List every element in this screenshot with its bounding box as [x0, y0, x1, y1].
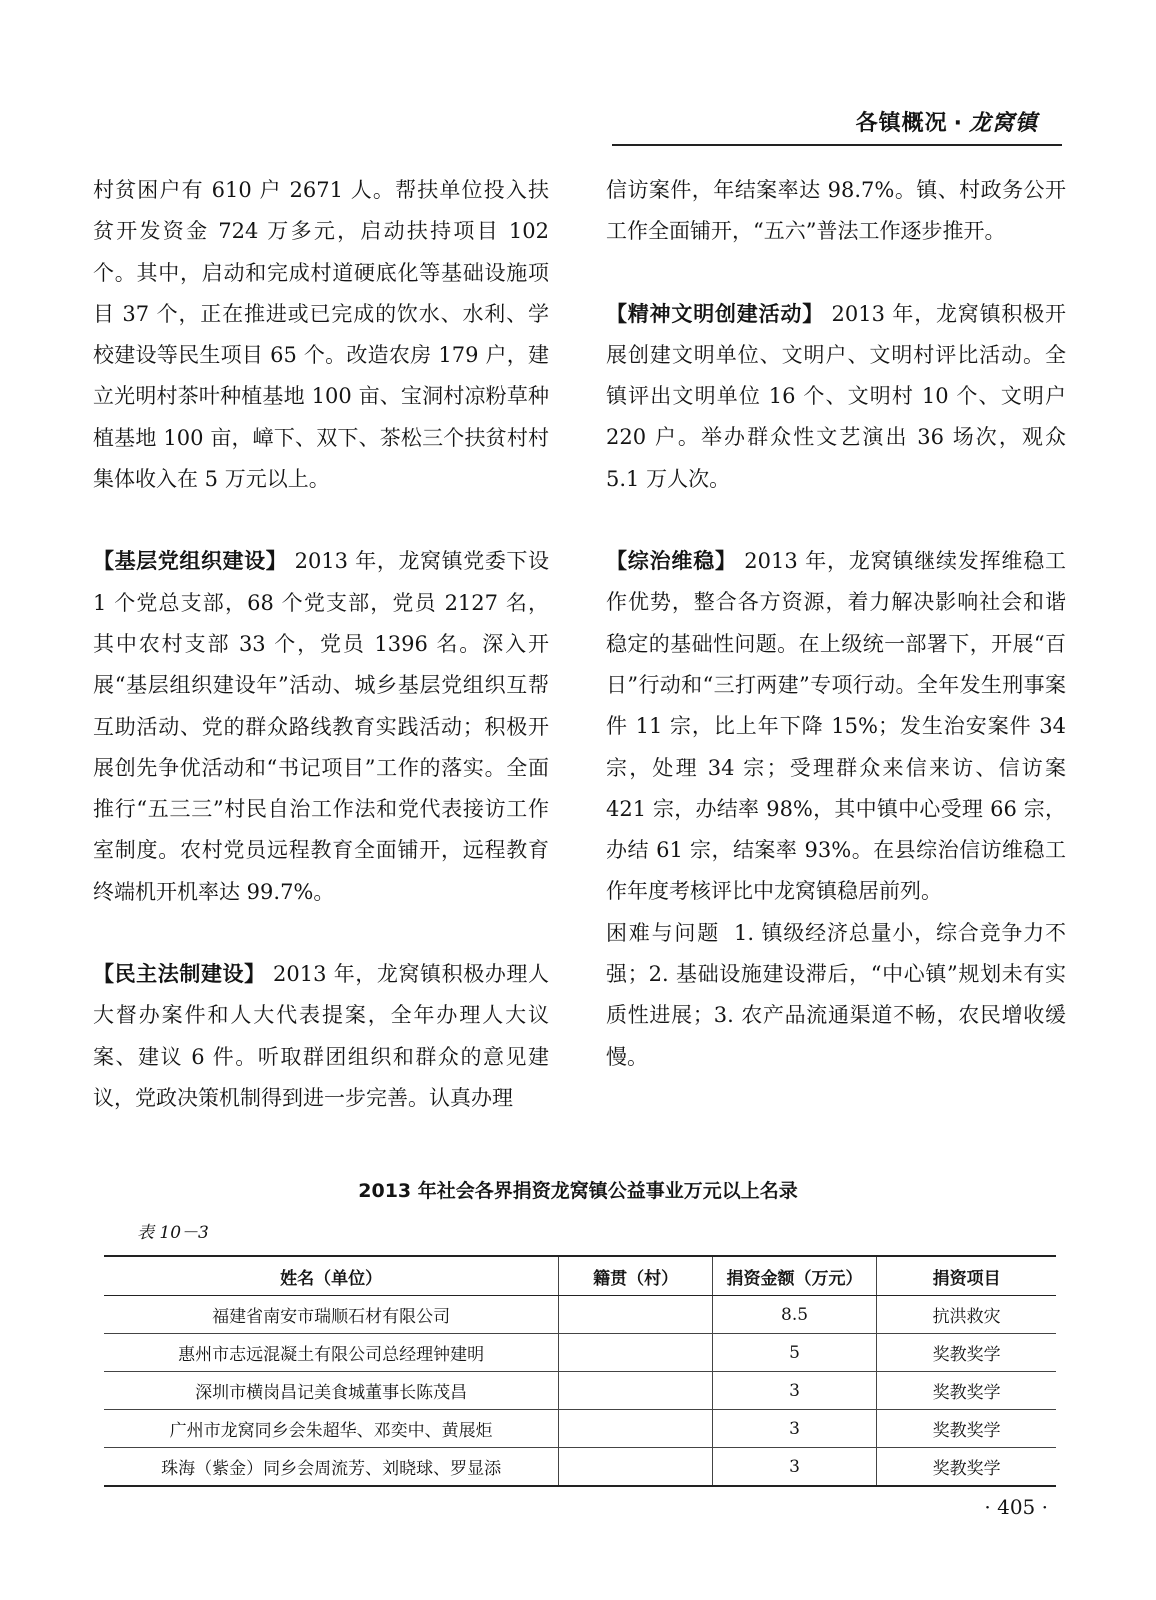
donation-amount: 5	[712, 1334, 876, 1372]
table-row	[104, 1334, 1056, 1372]
difficulties-body: 1. 镇级经济总量小，综合竞争力不强；2. 基础设施建设滞后，“中心镇”规划未有实质性进展；3. 农产品流通渠道不畅，农民增收缓慢。	[606, 920, 1067, 1069]
donor-origin	[559, 1448, 713, 1487]
donation-amount: 8.5	[712, 1296, 876, 1334]
running-header	[856, 106, 1038, 137]
table-header-row	[104, 1256, 1056, 1296]
table-row	[104, 1296, 1056, 1334]
donor-origin	[559, 1334, 713, 1372]
stability-title: 【综治维稳】	[606, 549, 737, 574]
donor-name: 惠州市志远混凝土有限公司总经理钟建明	[104, 1334, 559, 1372]
donation-table	[104, 1255, 1056, 1487]
legal-continued-paragraph: 信访案件，年结案率达 98.7%。镇、村政务公开工作全面铺开，“五六”普法工作逐步推开。	[606, 178, 1066, 244]
table-number: 表 10－3	[137, 1223, 209, 1243]
legal-body: 2013 年，龙窝镇积极办理人大督办案件和人大代表提案，全年办理人大议案、建议 6 件。听取群团组织和群众的意见建议，党政决策机制得到进一步完善。认真办理	[93, 962, 549, 1110]
donation-project: 奖教奖学	[877, 1410, 1056, 1448]
legal-title: 【民主法制建设】	[93, 962, 266, 987]
header-origin: 籍贯（村）	[559, 1256, 713, 1296]
donation-amount: 3	[712, 1448, 876, 1487]
donor-name: 广州市龙窝同乡会朱超华、邓奕中、黄展炬	[104, 1410, 559, 1448]
donation-amount: 3	[712, 1372, 876, 1410]
donation-amount: 3	[712, 1410, 876, 1448]
donor-name: 深圳市横岗昌记美食城董事长陈茂昌	[104, 1372, 559, 1410]
donor-origin	[559, 1296, 713, 1334]
civilization-body: 2013 年，龙窝镇积极开展创建文明单位、文明户、文明村评比活动。全镇评出文明单位 16 个、文明村 10 个、文明户 220 户。举办群众性文艺演出 36 场次，观众 5.1 万人次。	[606, 301, 1067, 491]
table-row	[104, 1372, 1056, 1410]
donor-origin	[559, 1372, 713, 1410]
right-column	[606, 170, 1066, 1078]
table-row	[104, 1448, 1056, 1487]
party-building-paragraph	[93, 541, 549, 913]
poverty-paragraph: 村贫困户有 610 户 2671 人。帮扶单位投入扶贫开发资金 724 万多元，启动扶持项目 102 个。其中，启动和完成村道硬底化等基础设施项目 37 个，正在推进或已完成的饮水、水利、学校建设等民生项目 65 个。改造农房 179 户，建立光明村茶叶种植基地 100 亩、宝洞村凉粉草种植基地 100 亩，嶂下、双下、茶松三个扶贫村村集体收入在 5 万元以上。	[93, 178, 549, 492]
page-number: · 405 ·	[984, 1495, 1048, 1519]
difficulties-label: 困难与问题	[606, 920, 721, 945]
donor-origin	[559, 1410, 713, 1448]
party-building-title: 【基层党组织建设】	[93, 549, 288, 574]
header-dot: ·	[953, 111, 963, 136]
header-town: 龙窝镇	[968, 110, 1038, 136]
header-project: 捐资项目	[877, 1256, 1056, 1296]
stability-paragraph	[606, 541, 1066, 913]
header-rule	[612, 144, 1062, 146]
difficulties-paragraph	[606, 913, 1066, 1078]
civilization-title: 【精神文明创建活动】	[606, 301, 825, 326]
header-name: 姓名（单位）	[104, 1256, 559, 1296]
donation-project: 奖教奖学	[877, 1372, 1056, 1410]
civilization-paragraph	[606, 294, 1066, 500]
legal-paragraph	[93, 954, 549, 1119]
left-column	[93, 170, 549, 1119]
party-building-body: 2013 年，龙窝镇党委下设 1 个党总支部，68 个党支部，党员 2127 名，其中农村支部 33 个，党员 1396 名。深入开展“基层组织建设年”活动、城乡基层党组织互帮互助活动、党的群众路线教育实践活动；积极开展创先争优活动和“书记项目”工作的落实。全面推行“五三三”村民自治工作法和党代表接访工作室制度。农村党员远程教育全面铺开，远程教育终端机开机率达 99.7%。	[93, 549, 550, 904]
header-amount: 捐资金额（万元）	[712, 1256, 876, 1296]
donation-project: 奖教奖学	[877, 1448, 1056, 1487]
stability-body: 2013 年，龙窝镇继续发挥维稳工作优势，整合各方资源，着力解决影响社会和谐稳定的基础性问题。在上级统一部署下，开展“百日”行动和“三打两建”专项行动。全年发生刑事案件 11 宗，比上年下降 15%；发生治安案件 34 宗，处理 34 宗；受理群众来信来访、信访案 421 宗，办结率 98%，其中镇中心受理 66 宗，办结 61 宗，结案率 93%。在县综治信访维稳工作年度考核评比中龙窝镇稳居前列。	[606, 549, 1067, 904]
header-section: 各镇概况	[855, 111, 948, 136]
donor-name: 珠海（紫金）同乡会周流芳、刘晓球、罗显添	[104, 1448, 559, 1487]
donation-project: 抗洪救灾	[877, 1296, 1056, 1334]
table-row	[104, 1410, 1056, 1448]
donor-name: 福建省南安市瑞顺石材有限公司	[104, 1296, 559, 1334]
donation-project: 奖教奖学	[877, 1334, 1056, 1372]
table-title: 2013 年社会各界捐资龙窝镇公益事业万元以上名录	[358, 1180, 798, 1202]
